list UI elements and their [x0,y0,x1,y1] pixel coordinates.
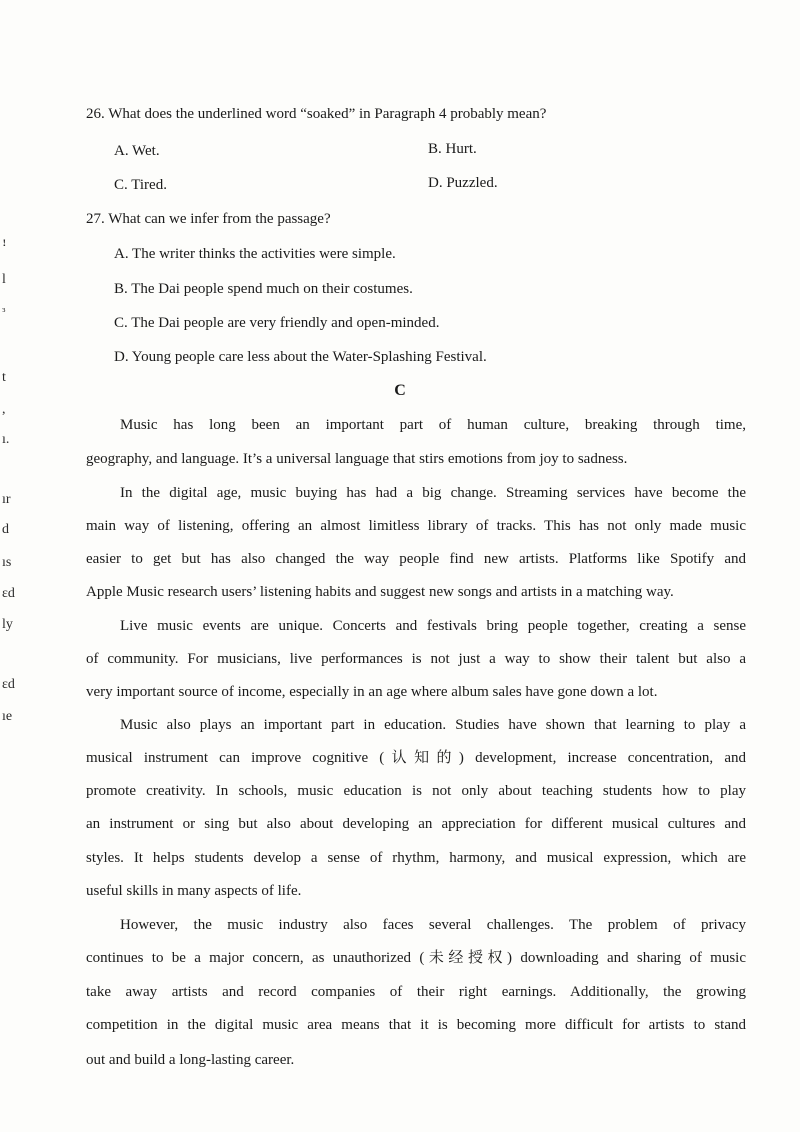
question-27-option-c: C. The Dai people are very friendly and open-minded. [114,315,440,331]
paragraph-line: geography, and language. It’s a universal language that stirs emotions from joy to sadness. [86,451,628,467]
margin-fragment: ıe [2,709,13,724]
margin-fragment: ᵌ [2,305,6,320]
paragraph-line: Live music events are unique. Concerts and festivals bring people together, creating a sense [120,618,746,634]
margin-fragment: ɛd [2,677,15,692]
margin-fragment: l [2,272,6,287]
margin-fragment: d [2,522,9,537]
paragraph-line: main way of listening, offering an almost limitless library of tracks. This has not only made music [86,518,746,534]
paragraph-line: very important source of income, especially in an age where album sales have gone down a lot. [86,684,658,700]
paragraph-line: In the digital age, music buying has had a big change. Streaming services have become the [120,485,746,501]
paragraph-line: Music has long been an important part of human culture, breaking through time, [120,417,746,433]
margin-fragment: , [2,402,6,417]
margin-fragment: ly [2,617,13,632]
margin-fragment: ı. [2,432,10,447]
left-margin-fragments [0,0,20,1132]
question-27-option-a: A. The writer thinks the activities were simple. [114,246,396,262]
margin-fragment: ꜝ [2,241,7,256]
paragraph-line: competition in the digital music area means that it is becoming more difficult for artists to stand [86,1017,746,1033]
question-26-stem: 26. What does the underlined word “soaked” in Paragraph 4 probably mean? [86,106,547,122]
paragraph-line: easier to get but has also changed the way people find new artists. Platforms like Spotify and [86,551,746,567]
question-26-option-a: A. Wet. [114,143,160,159]
paragraph-line: useful skills in many aspects of life. [86,883,302,899]
question-26-option-b: B. Hurt. [428,141,477,157]
margin-fragment: ıs [2,555,12,570]
paragraph-line: take away artists and record companies of their right earnings. Additionally, the growing [86,984,746,1000]
question-26-option-d: D. Puzzled. [428,175,498,191]
paragraph-line: musical instrument can improve cognitive (认知的) development, increase concentration, and [86,750,746,766]
paragraph-line: styles. It helps students develop a sense of rhythm, harmony, and musical expression, which are [86,850,746,866]
question-27-option-b: B. The Dai people spend much on their costumes. [114,281,413,297]
question-27-stem: 27. What can we infer from the passage? [86,211,331,227]
paragraph-line: of community. For musicians, live performances is not just a way to show their talent but also a [86,651,746,667]
question-27-option-d: D. Young people care less about the Water-Splashing Festival. [114,349,487,365]
margin-fragment: ır [2,492,11,507]
paragraph-line: However, the music industry also faces several challenges. The problem of privacy [120,917,746,933]
margin-fragment: ɛd [2,586,15,601]
paragraph-line: Music also plays an important part in education. Studies have shown that learning to play a [120,717,746,733]
paragraph-line: out and build a long-lasting career. [86,1052,295,1068]
section-heading: C [394,382,406,399]
paragraph-line: Apple Music research users’ listening habits and suggest new songs and artists in a matching way. [86,584,674,600]
question-26-option-c: C. Tired. [114,177,167,193]
paragraph-line: an instrument or sing but also about developing an appreciation for different musical cultures and [86,816,746,832]
margin-fragment: t [2,370,6,385]
paragraph-line: promote creativity. In schools, music education is not only about teaching students how to play [86,783,746,799]
paragraph-line: continues to be a major concern, as unauthorized (未经授权) downloading and sharing of music [86,950,746,966]
